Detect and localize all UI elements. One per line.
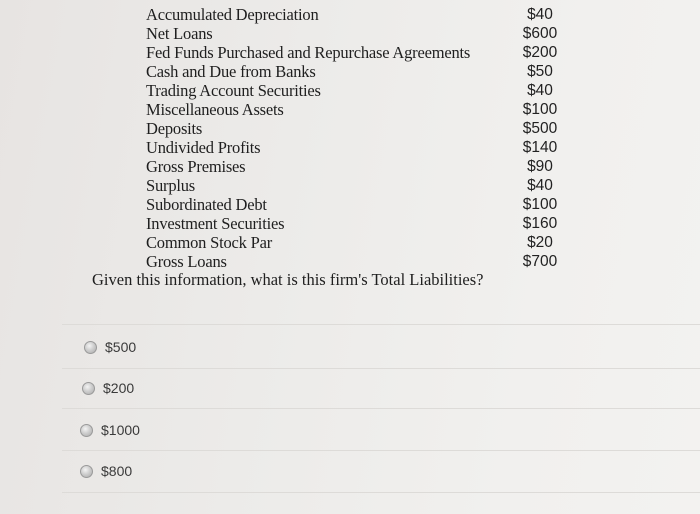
divider — [62, 408, 700, 409]
item-label-deposits: Deposits — [146, 119, 203, 138]
item-value-common-stock-par: $20 — [527, 234, 553, 251]
item-label-cash-due: Cash and Due from Banks — [146, 62, 316, 81]
item-label-investment-securities: Investment Securities — [146, 214, 285, 233]
item-value-investment-securities: $160 — [522, 215, 558, 232]
answer-option-label: $1000 — [101, 422, 140, 438]
item-value-surplus: $40 — [527, 177, 553, 194]
answer-option-4[interactable] — [80, 463, 132, 479]
divider — [62, 492, 700, 493]
item-label-surplus: Surplus — [146, 176, 196, 195]
divider — [62, 450, 700, 451]
item-value-undivided-profits: $140 — [522, 139, 558, 156]
item-label-fed-funds: Fed Funds Purchased and Repurchase Agreements — [146, 43, 471, 62]
item-label-gross-loans: Gross Loans — [146, 252, 227, 271]
item-value-subordinated-debt: $100 — [522, 196, 558, 213]
item-value-cash-due: $50 — [527, 63, 553, 80]
answer-option-label: $800 — [101, 463, 133, 479]
answer-option-1[interactable] — [84, 339, 136, 355]
item-value-trading-securities: $40 — [527, 82, 553, 99]
answer-option-label: $500 — [105, 339, 137, 355]
item-label-accumulated-depreciation: Accumulated Depreciation — [146, 5, 319, 24]
answer-option-label: $200 — [103, 380, 135, 396]
divider — [62, 324, 700, 325]
radio-button[interactable] — [80, 424, 93, 437]
answer-option-3[interactable] — [80, 422, 140, 438]
item-label-gross-premises: Gross Premises — [146, 157, 246, 176]
radio-button[interactable] — [82, 382, 95, 395]
item-value-net-loans: $600 — [522, 25, 558, 42]
question-prompt: Given this information, what is this firm's Total Liabilities? — [92, 270, 484, 289]
divider — [62, 368, 700, 369]
item-value-misc-assets: $100 — [522, 101, 558, 118]
item-value-accumulated-depreciation: $40 — [527, 6, 553, 23]
answer-option-2[interactable] — [82, 380, 134, 396]
item-label-net-loans: Net Loans — [146, 24, 213, 43]
radio-button[interactable] — [84, 341, 97, 354]
item-value-deposits: $500 — [522, 120, 558, 137]
item-label-subordinated-debt: Subordinated Debt — [146, 195, 267, 214]
item-value-gross-loans: $700 — [522, 253, 558, 270]
item-label-misc-assets: Miscellaneous Assets — [146, 100, 284, 119]
radio-button[interactable] — [80, 465, 93, 478]
item-value-gross-premises: $90 — [527, 158, 553, 175]
item-label-undivided-profits: Undivided Profits — [146, 138, 261, 157]
item-value-fed-funds: $200 — [522, 44, 558, 61]
item-label-trading-securities: Trading Account Securities — [146, 81, 321, 100]
item-label-common-stock-par: Common Stock Par — [146, 233, 273, 252]
